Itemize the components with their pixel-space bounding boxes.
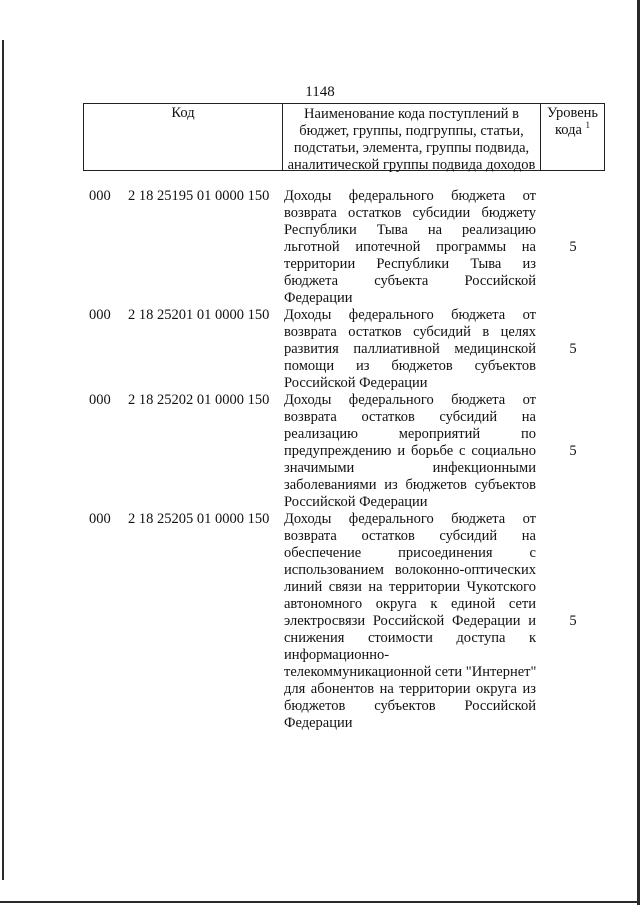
header-level-cell bbox=[541, 104, 604, 170]
description-line: льготной ипотечной программы на bbox=[284, 239, 536, 255]
description-line: предупреждению и борьбе с социально bbox=[284, 443, 536, 459]
revenue-description bbox=[284, 511, 536, 732]
header-level-text: кода bbox=[554, 122, 582, 138]
description-line: информационно- bbox=[284, 647, 390, 663]
page-number: 1148 bbox=[305, 84, 335, 100]
description-line: возврата остатков субсидий на bbox=[284, 409, 536, 425]
footnote-marker: 1 bbox=[585, 120, 591, 131]
header-name-line: бюджет, группы, подгруппы, статьи, bbox=[299, 123, 524, 139]
description-line: Доходы федерального бюджета от bbox=[284, 392, 536, 408]
description-line: электросвязи Российской Федерации и bbox=[284, 613, 536, 629]
description-line: бюджета субъекта Российской bbox=[284, 273, 536, 289]
header-name-line: подстатьи, элемента, группы подвида, bbox=[293, 140, 530, 156]
scan-edge-bottom bbox=[0, 901, 640, 903]
code-level: 5 bbox=[569, 341, 577, 357]
description-line: территории Республики Тыва из bbox=[284, 256, 536, 272]
description-line: значимыми инфекционными bbox=[284, 460, 536, 476]
revenue-code: 2 18 25201 01 0000 150 bbox=[128, 307, 270, 323]
description-line: для абонентов на территории округа из bbox=[284, 681, 536, 697]
description-line: Федерации bbox=[284, 290, 353, 306]
description-line: линий связи на территории Чукотского bbox=[284, 579, 536, 595]
description-line: реализацию мероприятий по bbox=[284, 426, 536, 442]
description-line: обеспечение присоединения с bbox=[284, 545, 536, 561]
code-level: 5 bbox=[569, 443, 577, 459]
description-line: Доходы федерального бюджета от bbox=[284, 511, 536, 527]
description-line: телекоммуникационной сети "Интернет" bbox=[284, 664, 537, 680]
description-line: помощи из бюджетов субъектов bbox=[284, 358, 536, 374]
description-line: снижения стоимости доступа к bbox=[284, 630, 536, 646]
header-name-line: аналитической группы подвида доходов bbox=[287, 157, 536, 173]
header-code-label: Код bbox=[171, 105, 195, 121]
description-line: возврата остатков субсидии бюджету bbox=[284, 205, 536, 221]
header-name-line: Наименование кода поступлений в bbox=[304, 106, 519, 122]
header-level-line1: Уровень bbox=[546, 105, 599, 121]
description-line: Доходы федерального бюджета от bbox=[284, 307, 536, 323]
revenue-code: 2 18 25195 01 0000 150 bbox=[128, 188, 270, 204]
revenue-description bbox=[284, 188, 536, 307]
header-level-line2 bbox=[541, 122, 604, 139]
admin-code: 000 bbox=[89, 392, 111, 408]
revenue-description bbox=[284, 307, 536, 392]
code-level: 5 bbox=[569, 239, 577, 255]
description-line: Доходы федерального бюджета от bbox=[284, 188, 536, 204]
description-line: Российской Федерации bbox=[284, 375, 428, 391]
description-line: возврата остатков субсидий на bbox=[284, 528, 536, 544]
description-line: Федерации bbox=[284, 715, 353, 731]
table-header bbox=[83, 103, 605, 171]
description-line: использованием волоконно-оптических bbox=[284, 562, 536, 578]
code-level: 5 bbox=[569, 613, 577, 629]
header-code-cell bbox=[84, 104, 283, 170]
description-line: заболеваниями из бюджетов субъектов bbox=[284, 477, 536, 493]
description-line: бюджетов субъектов Российской bbox=[284, 698, 536, 714]
header-name-cell bbox=[283, 104, 541, 173]
description-line: Республики Тыва на реализацию bbox=[284, 222, 536, 238]
scan-edge-left bbox=[2, 40, 4, 880]
admin-code: 000 bbox=[89, 188, 111, 204]
admin-code: 000 bbox=[89, 307, 111, 323]
revenue-code: 2 18 25205 01 0000 150 bbox=[128, 511, 270, 527]
description-line: автономного округа к единой сети bbox=[284, 596, 536, 612]
admin-code: 000 bbox=[89, 511, 111, 527]
description-line: возврата остатков субсидий в целях bbox=[284, 324, 536, 340]
description-line: Российской Федерации bbox=[284, 494, 428, 510]
description-line: развития паллиативной медицинской bbox=[284, 341, 536, 357]
revenue-description bbox=[284, 392, 536, 511]
revenue-code: 2 18 25202 01 0000 150 bbox=[128, 392, 270, 408]
